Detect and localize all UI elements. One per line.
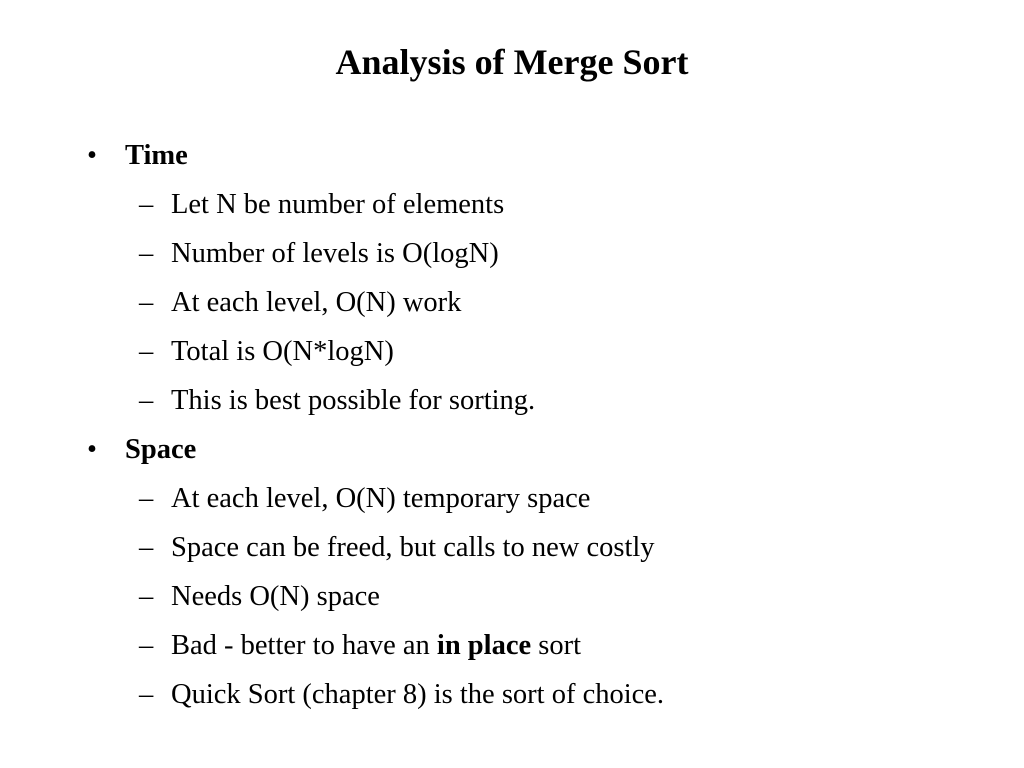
sub-bullet-marker: –	[139, 238, 154, 269]
slide-title: Analysis of Merge Sort	[335, 42, 689, 82]
sub-bullet-marker: –	[139, 532, 154, 563]
sub-bullet-text: At each level, O(N) work	[171, 287, 462, 318]
sub-bullet	[0, 621, 1024, 670]
sub-bullet-text: At each level, O(N) temporary space	[171, 483, 591, 514]
sub-bullet-marker: –	[139, 385, 154, 416]
sub-bullet-text: Needs O(N) space	[171, 581, 380, 612]
bullet-marker: •	[87, 140, 97, 171]
bullet-marker: •	[87, 434, 97, 465]
sub-bullet-text: Number of levels is O(logN)	[171, 238, 499, 269]
bullet-time	[0, 131, 1024, 180]
sub-bullet	[0, 670, 1024, 719]
bullet-list	[0, 131, 1024, 719]
sub-bullet-marker: –	[139, 581, 154, 612]
sub-bullet-marker: –	[139, 189, 154, 220]
sub-bullet	[0, 523, 1024, 572]
sub-bullet	[0, 572, 1024, 621]
sub-bullet-marker: –	[139, 679, 154, 710]
bullet-space	[0, 425, 1024, 474]
sub-bullet	[0, 180, 1024, 229]
sub-bullet-text: Total is O(N*logN)	[171, 336, 394, 367]
sub-bullet-text: This is best possible for sorting.	[171, 385, 536, 416]
sub-bullet-text: Let N be number of elements	[171, 189, 505, 220]
sub-bullet-text-in-place	[171, 621, 581, 670]
sub-bullet-text: Quick Sort (chapter 8) is the sort of choice.	[171, 679, 665, 710]
sub-bullet-marker: –	[139, 630, 154, 661]
sub-bullet-marker: –	[139, 483, 154, 514]
sub-bullet-marker: –	[139, 336, 154, 367]
sub-bullet	[0, 327, 1024, 376]
sub-bullet	[0, 376, 1024, 425]
bullet-heading-time: Time	[125, 140, 188, 171]
sub-bullet	[0, 474, 1024, 523]
sub-bullet-marker: –	[139, 287, 154, 318]
sub-bullet	[0, 229, 1024, 278]
sub-bullet	[0, 278, 1024, 327]
sub-bullet-text: Space can be freed, but calls to new costly	[171, 532, 655, 563]
bullet-heading-space: Space	[125, 434, 197, 465]
sub-bullet-text-after: sort	[531, 630, 581, 661]
emphasis-in-place: in place	[436, 630, 532, 661]
sub-bullet-text-before: Bad - better to have an	[171, 630, 437, 661]
